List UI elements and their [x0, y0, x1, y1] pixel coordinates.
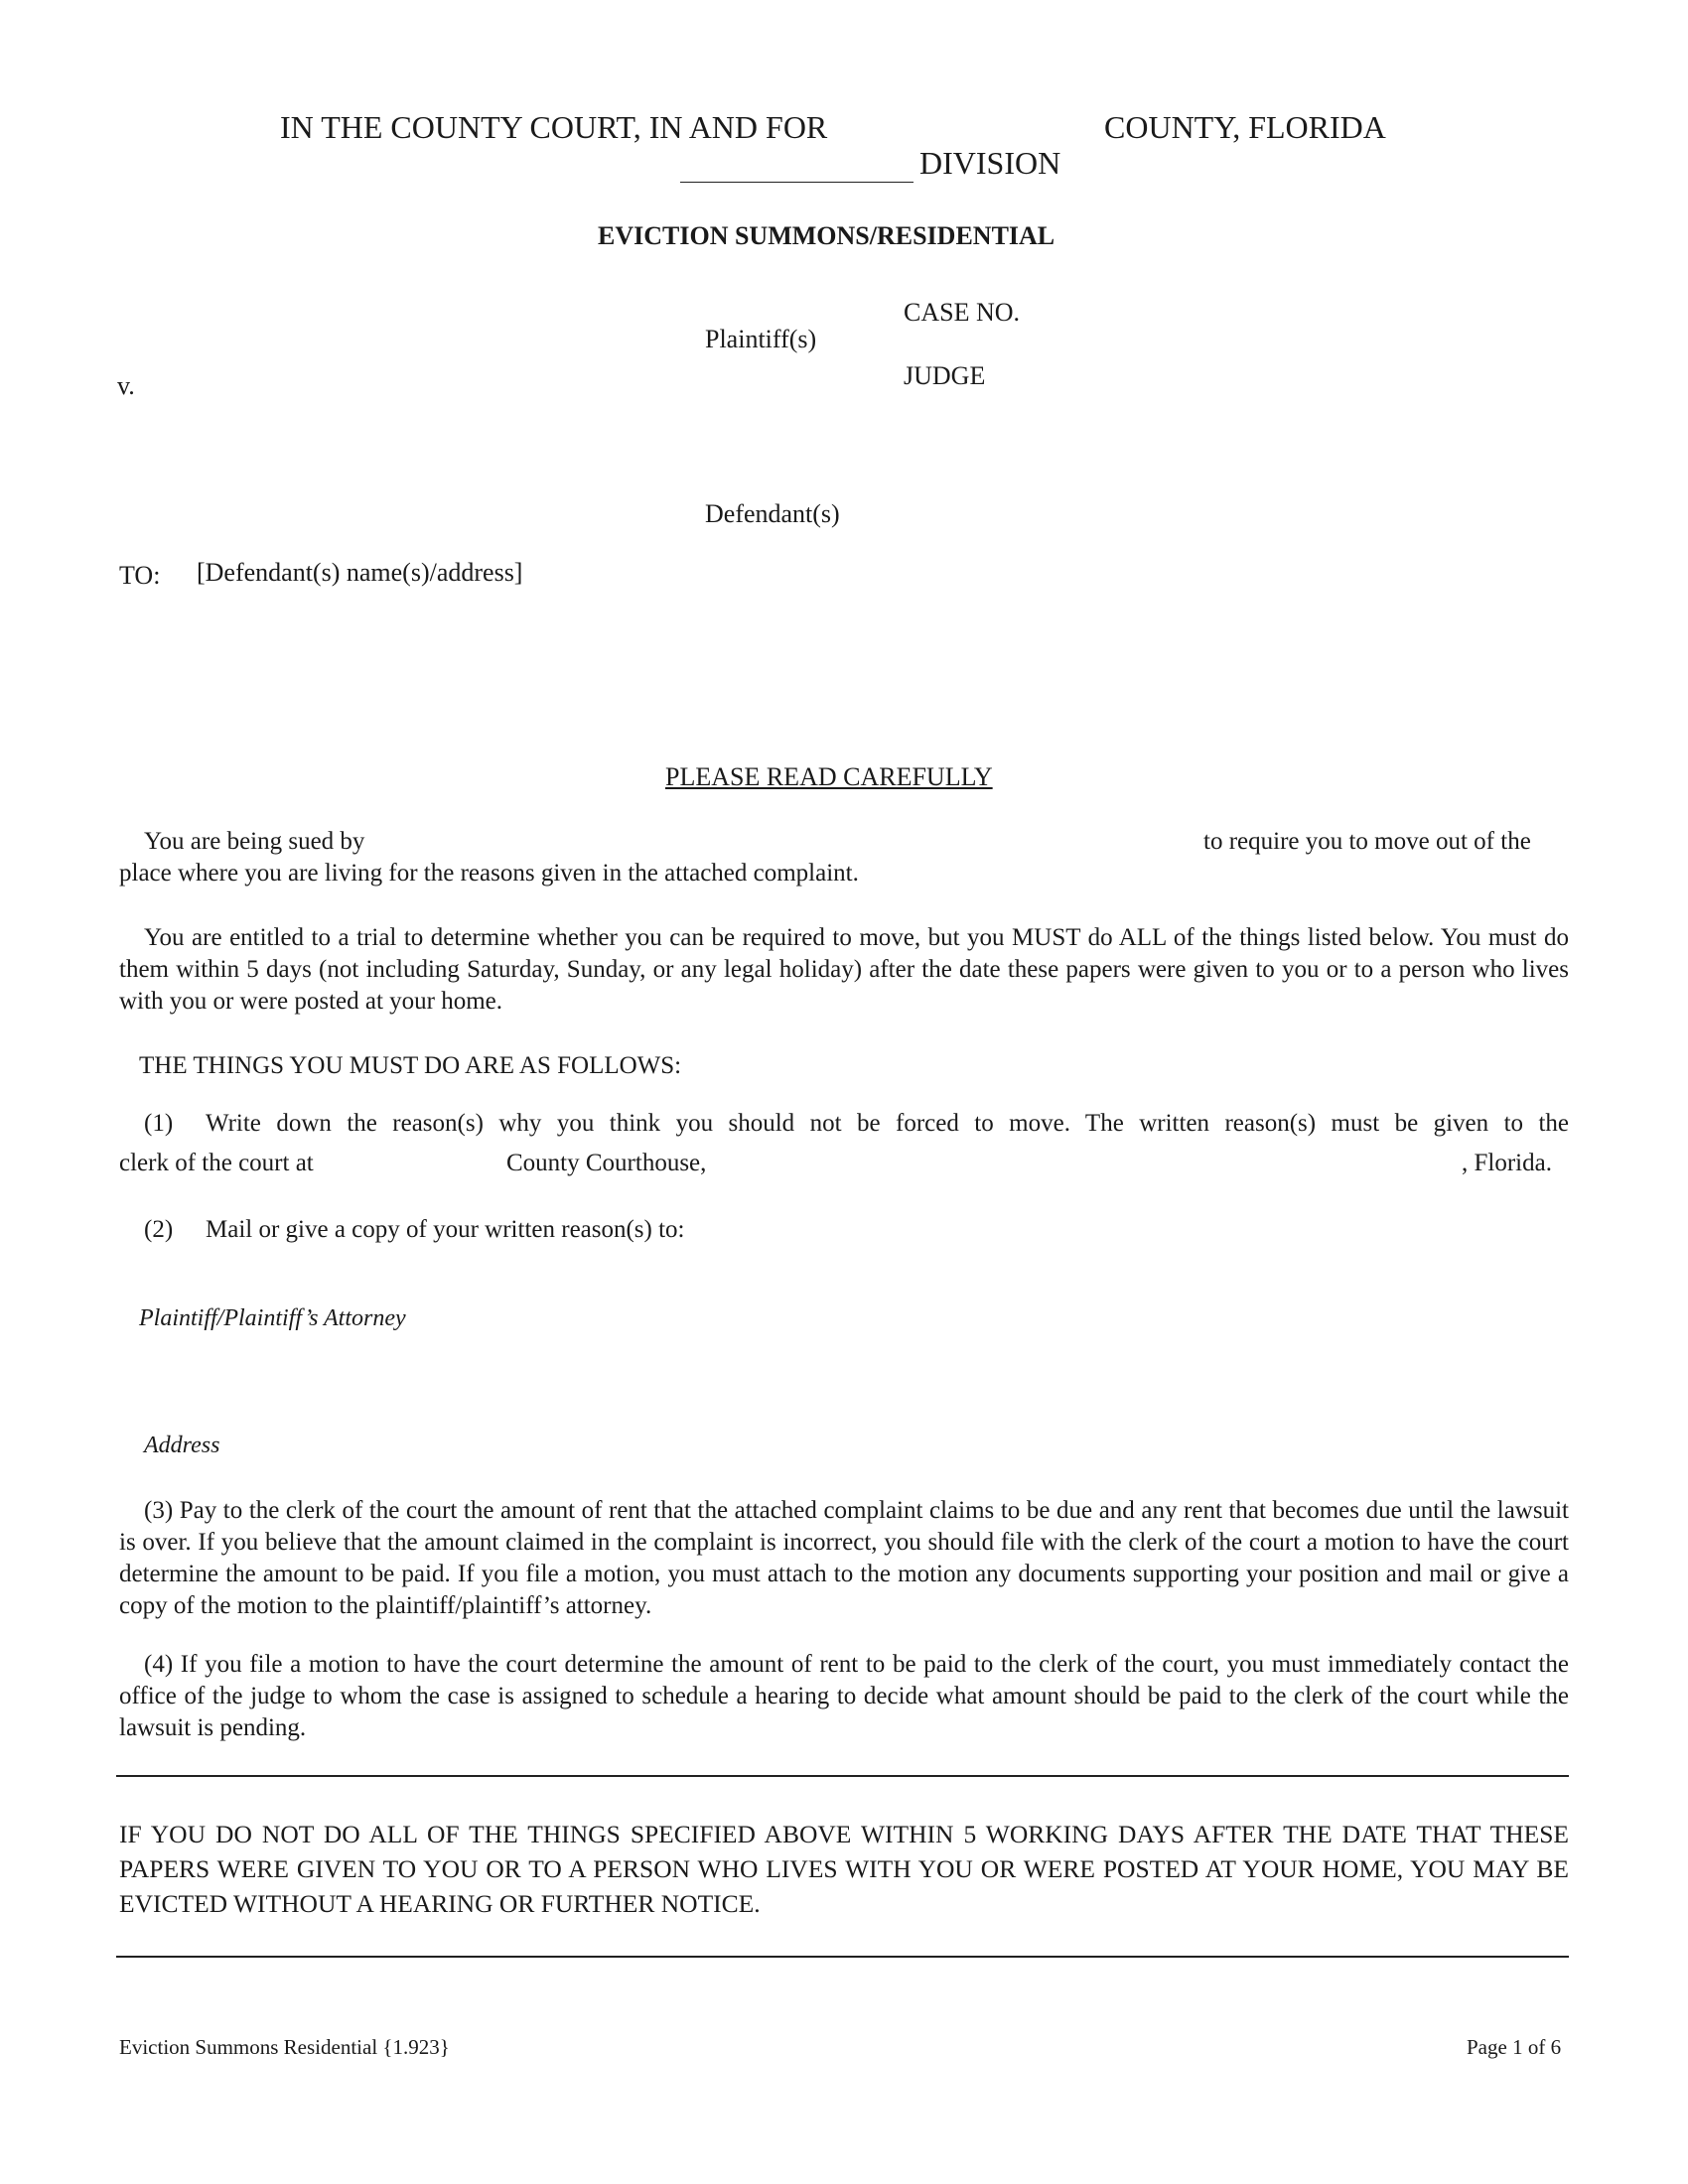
things-heading: THE THINGS YOU MUST DO ARE AS FOLLOWS: — [139, 1052, 682, 1079]
to-value: [Defendant(s) name(s)/address] — [197, 558, 523, 587]
plaintiff-attorney-label: Plaintiff/Plaintiff’s Attorney — [139, 1305, 406, 1331]
item2-number: (2) — [144, 1216, 174, 1243]
judge-label: JUDGE — [904, 361, 986, 390]
plaintiffs-label: Plaintiff(s) — [705, 325, 817, 353]
item1-florida: , Florida. — [1462, 1150, 1552, 1176]
item1-courthouse: County Courthouse, — [506, 1150, 707, 1176]
item1-number: (1) — [144, 1110, 174, 1137]
sued-by-right: to require you to move out of the — [1203, 828, 1531, 855]
division-blank — [680, 182, 914, 183]
footer-page-number: Page 1 of 6 — [1467, 2035, 1562, 2059]
item1-line1: Write down the reason(s) why you think you should not be forced to move. The written reason(s) must be given to the — [206, 1110, 1569, 1137]
defendants-label: Defendant(s) — [705, 499, 840, 528]
case-no-label: CASE NO. — [904, 298, 1021, 327]
footer-form-name: Eviction Summons Residential {1.923} — [119, 2035, 450, 2059]
item4-paragraph: (4) If you file a motion to have the court determine the amount of rent to be paid to the clerk of the court, you must immediately contact the office of the judge to whom the case is assigned to schedule a hearing to decide what amount should be paid to the clerk of the court while the lawsuit is pending. — [119, 1651, 1569, 1741]
court-line-right: COUNTY, FLORIDA — [1104, 109, 1386, 145]
versus-label: v. — [117, 371, 135, 400]
item2-text: Mail or give a copy of your written reason(s) to: — [206, 1216, 685, 1243]
warning-paragraph: IF YOU DO NOT DO ALL OF THE THINGS SPECIFIED ABOVE WITHIN 5 WORKING DAYS AFTER THE DATE THAT THESE PAPERS WERE GIVEN TO YOU OR TO A PERSON WHO LIVES WITH YOU OR WERE POSTED AT YOUR HOME, YOU MAY BE EVICTED WITHOUT A HEARING OR FURTHER NOTICE. — [119, 1820, 1569, 1918]
division-label: DIVISION — [919, 145, 1061, 181]
warning-bottom-rule — [116, 1956, 1569, 1958]
item3-paragraph: (3) Pay to the clerk of the court the amount of rent that the attached complaint claims to be due and any rent that becomes due until the lawsuit is over. If you believe that the amount claimed in the complaint is incorrect, you should file with the clerk of the court a motion to have the court determine the amount to be paid. If you file a motion, you must attach to the motion any documents supporting your position and mail or give a copy of the motion to the plaintiff/plaintiff’s attorney. — [119, 1497, 1569, 1619]
document-title: EVICTION SUMMONS/RESIDENTIAL — [598, 221, 1055, 250]
address-label: Address — [144, 1433, 220, 1458]
court-line-left: IN THE COUNTY COURT, IN AND FOR — [280, 109, 828, 145]
read-carefully-heading: PLEASE READ CAREFULLY — [665, 762, 993, 791]
warning-top-rule — [116, 1775, 1569, 1777]
sued-by-left: You are being sued by — [144, 828, 365, 855]
item1-clerk: clerk of the court at — [119, 1150, 314, 1176]
to-label: TO: — [119, 561, 161, 590]
entitled-paragraph: You are entitled to a trial to determine whether you can be required to move, but you MUST do ALL of the things listed below. You must do them within 5 days (not including Saturday, Sunday, or any legal holiday) after the date these papers were given to you or to a person who lives with you or were posted at your home. — [119, 924, 1569, 1015]
sued-by-line2: place where you are living for the reasons given in the attached complaint. — [119, 860, 859, 887]
